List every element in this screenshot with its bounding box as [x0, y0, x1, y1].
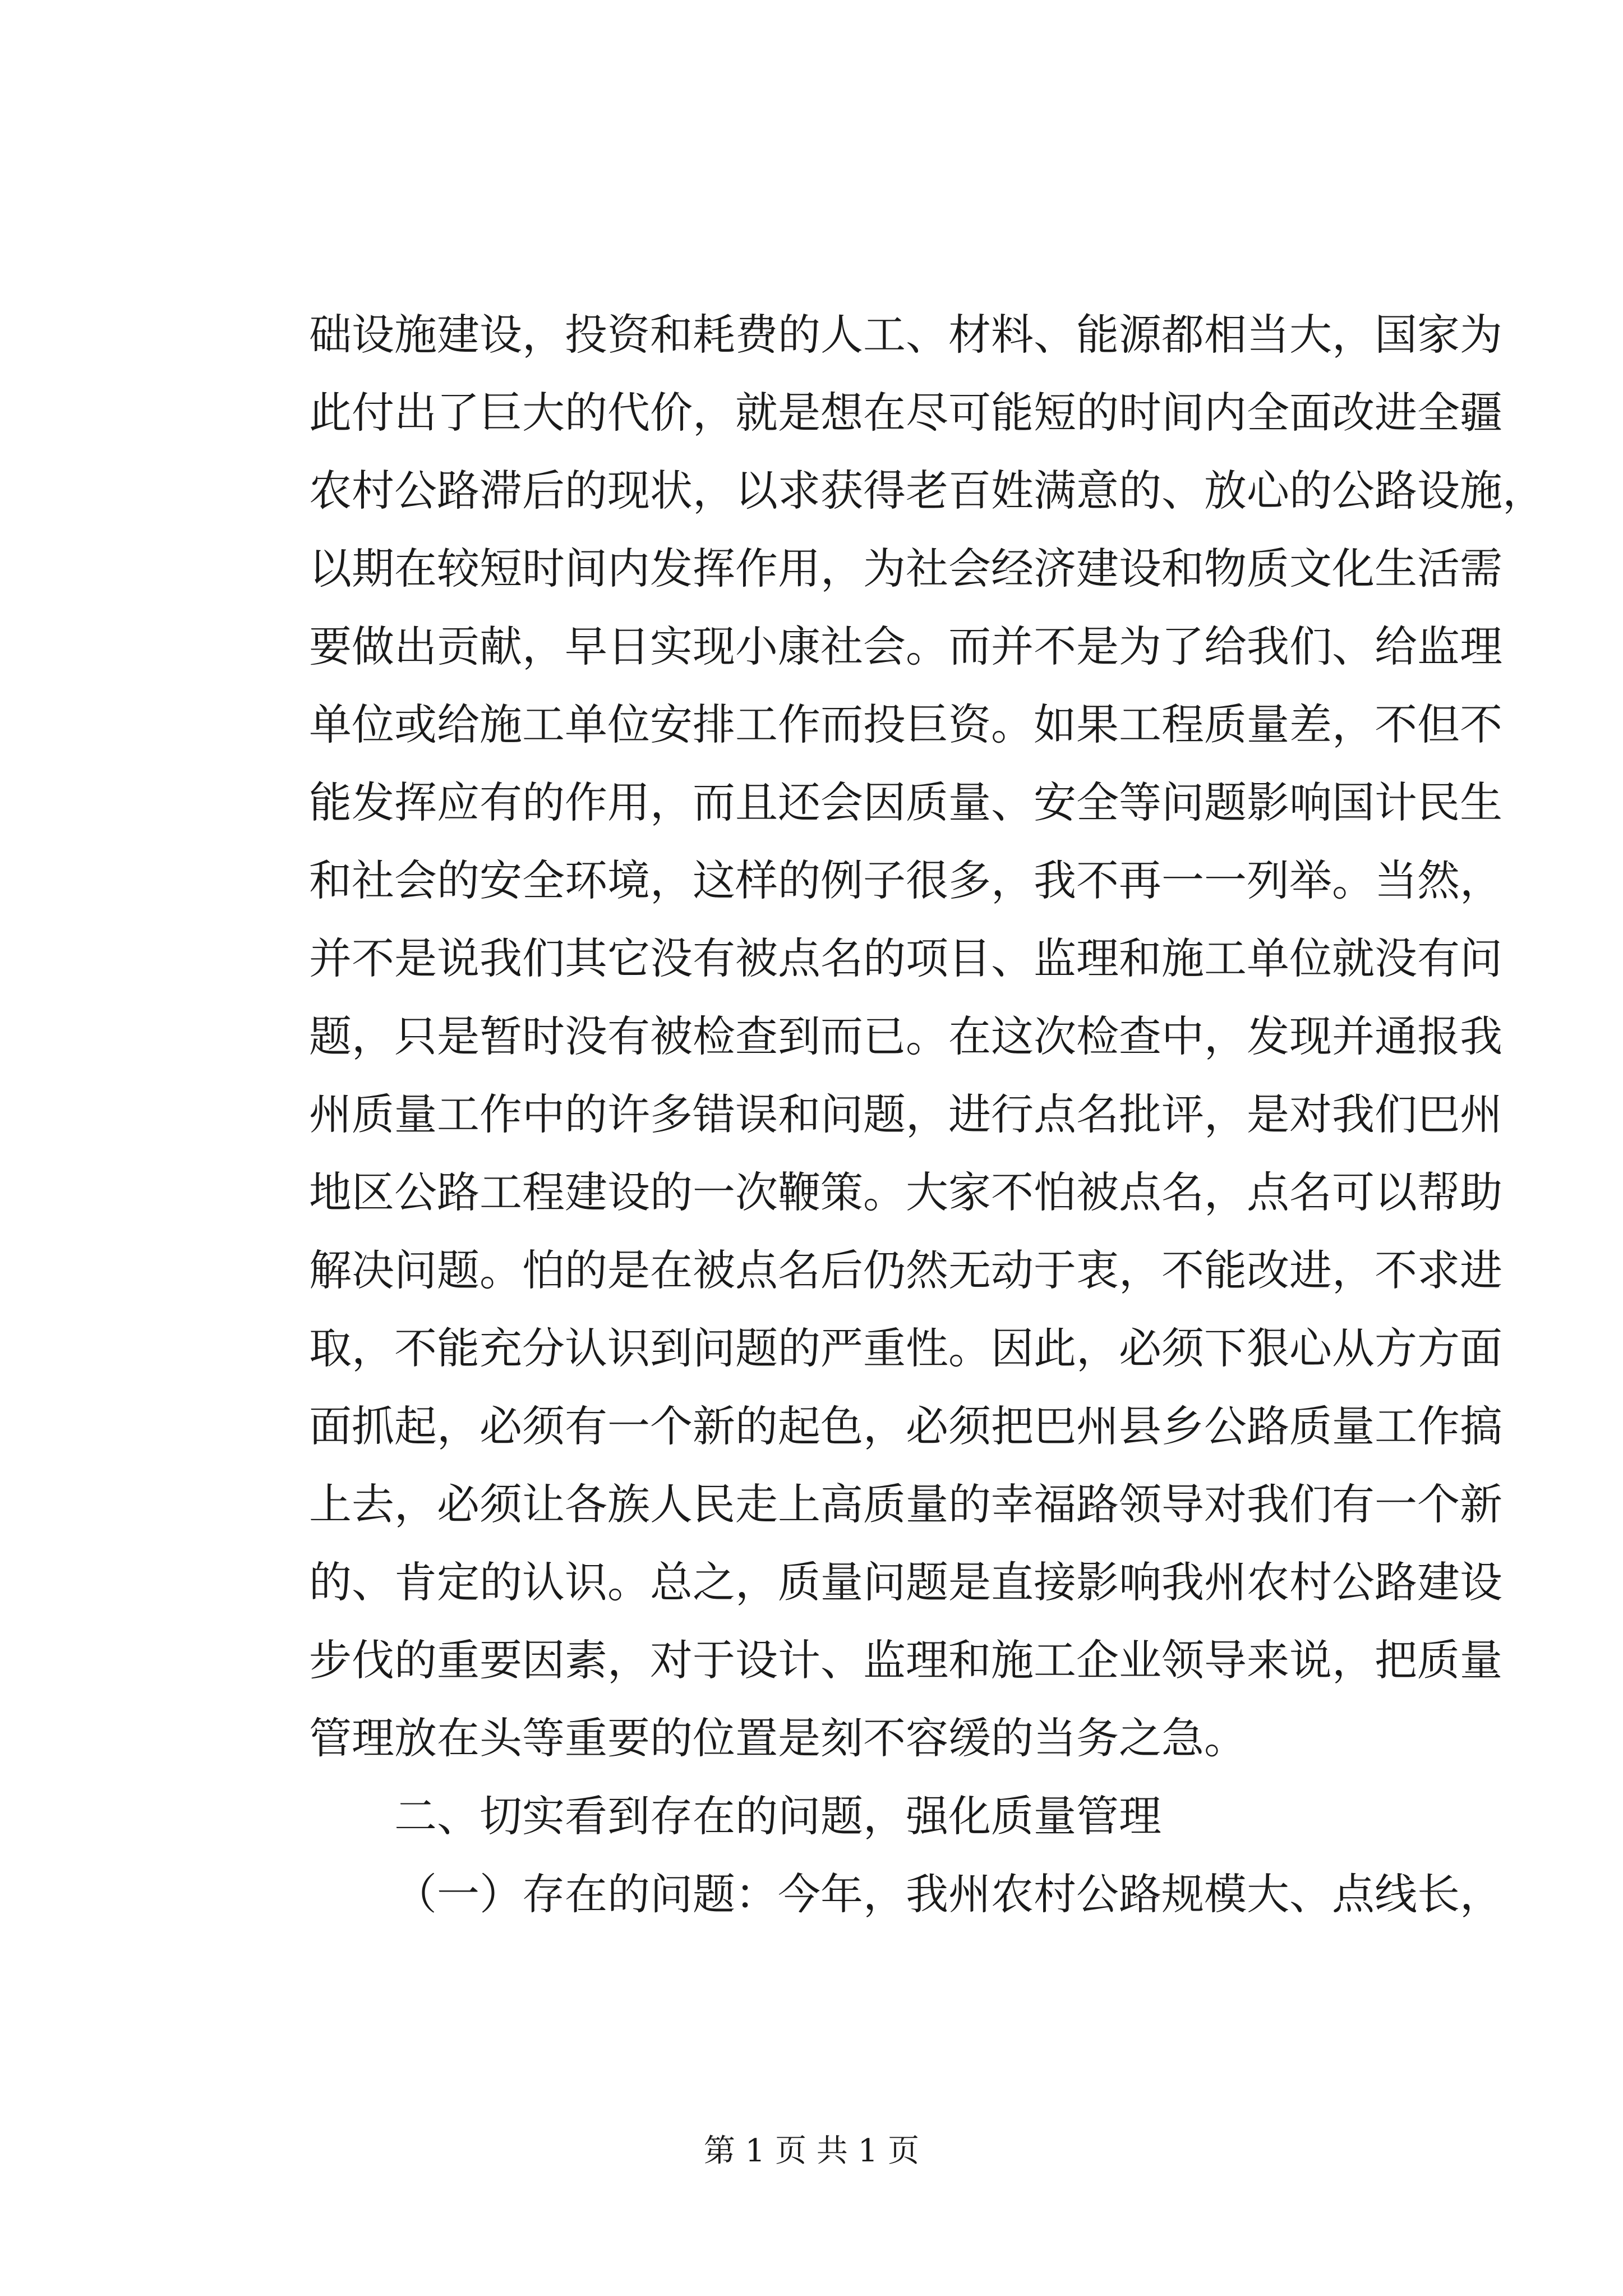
text-line: 面抓起，必须有一个新的起色，必须把巴州县乡公路质量工作搞: [309, 1401, 1502, 1451]
text-line: 解决问题。怕的是在被点名后仍然无动于衷，不能改进，不求进: [309, 1245, 1502, 1295]
text-line: 农村公路滞后的现状，以求获得老百姓满意的、放心的公路设施，: [309, 466, 1545, 516]
text-line: 地区公路工程建设的一次鞭策。大家不怕被点名，点名可以帮助: [309, 1167, 1502, 1217]
text-line: 上去，必须让各族人民走上高质量的幸福路领导对我们有一个新: [309, 1479, 1502, 1529]
text-line: 取，不能充分认识到问题的严重性。因此，必须下狠心从方方面: [309, 1323, 1502, 1373]
text-line: 并不是说我们其它没有被点名的项目、监理和施工单位就没有问: [309, 933, 1502, 983]
text-line: 步伐的重要因素，对于设计、监理和施工企业领导来说，把质量: [309, 1635, 1502, 1685]
text-line: 和社会的安全环境，这样的例子很多，我不再一一列举。当然，: [309, 855, 1502, 905]
text-line: 管理放在头等重要的位置是刻不容缓的当务之急。: [309, 1713, 1247, 1763]
text-line: 的、肯定的认识。总之，质量问题是直接影响我州农村公路建设: [309, 1557, 1502, 1607]
text-line: 单位或给施工单位安排工作而投巨资。如果工程质量差，不但不: [309, 700, 1502, 749]
text-line: 题，只是暂时没有被检查到而已。在这次检查中，发现并通报我: [309, 1011, 1502, 1061]
text-line: 础设施建设，投资和耗费的人工、材料、能源都相当大，国家为: [309, 310, 1502, 360]
page-footer: 第 1 页 共 1 页: [703, 2133, 920, 2169]
text-line: 此付出了巨大的代价，就是想在尽可能短的时间内全面改进全疆: [309, 388, 1502, 438]
text-line: 以期在较短时间内发挥作用，为社会经济建设和物质文化生活需: [309, 544, 1502, 593]
text-line: 能发挥应有的作用，而且还会因质量、安全等问题影响国计民生: [309, 777, 1502, 827]
text-line: 要做出贡献，早日实现小康社会。而并不是为了给我们、给监理: [309, 622, 1502, 671]
subsection-line: （一）存在的问题：今年，我州农村公路规模大、点线长，: [394, 1869, 1502, 1919]
section-heading: 二、切实看到存在的问题，强化质量管理: [394, 1791, 1161, 1841]
text-line: 州质量工作中的许多错误和问题，进行点名批评，是对我们巴州: [309, 1089, 1502, 1139]
